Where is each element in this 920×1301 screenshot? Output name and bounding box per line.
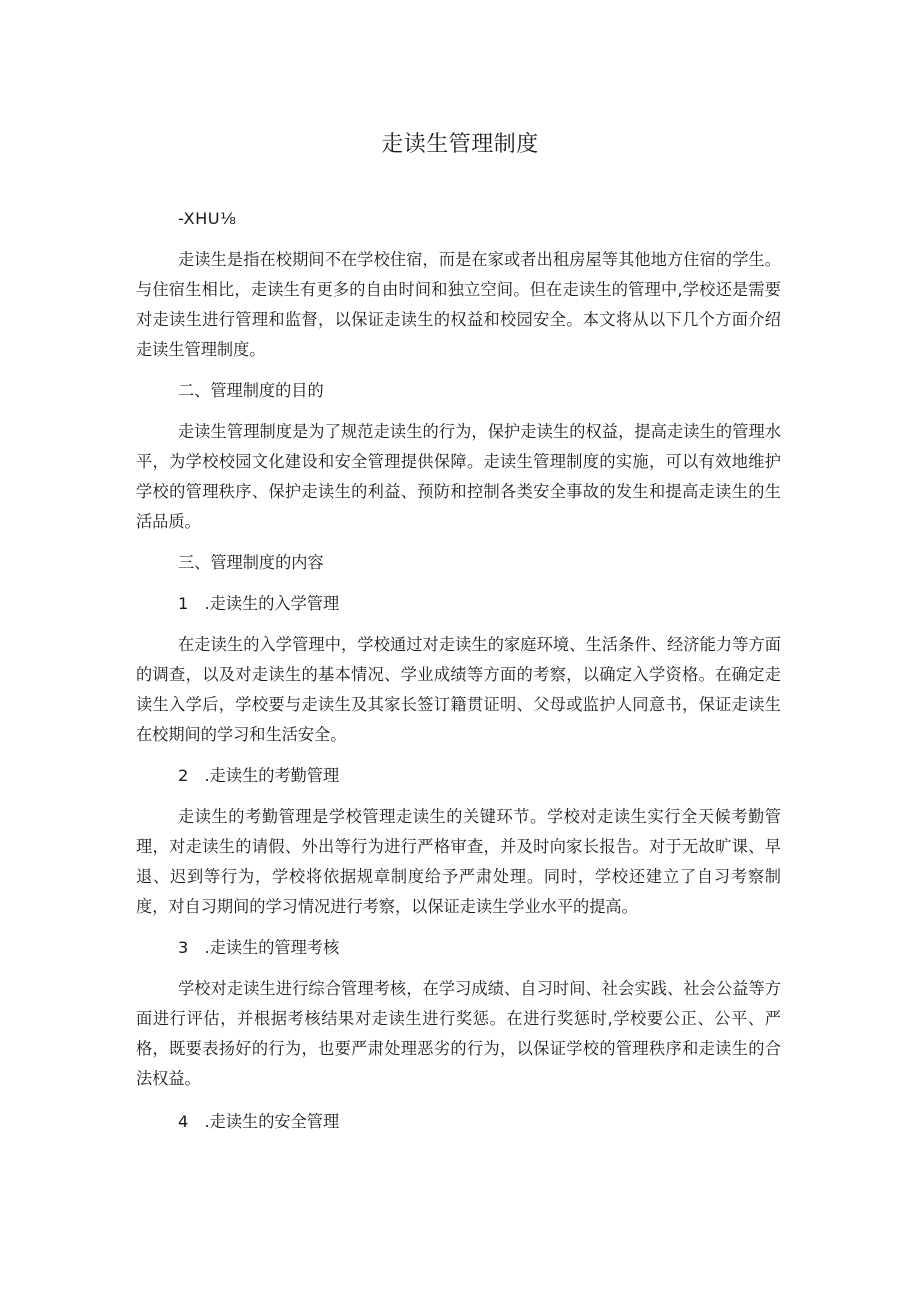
section-two-heading: 二、管理制度的目的 [178, 381, 324, 400]
item2-heading: 2 .走读生的考勤管理 [178, 766, 340, 785]
item3-paragraph: 学校对走读生进行综合管理考核，在学习成绩、自习时间、社会实践、社会公益等方面进行评估，并根据考核结果对走读生进行奖惩。在进行奖惩时,学校要公正、公平、严格，既要表扬好的行为，也要严肃处理恶劣的行为，以保证学校的管理秩序和走读生的合法权益。 [136, 979, 781, 1088]
section-three-heading: 三、管理制度的内容 [178, 553, 324, 572]
item4-heading: 4 .走读生的安全管理 [178, 1112, 340, 1131]
section-one-heading: -XHU⅛ [178, 209, 237, 228]
document-title: 走读生管理制度 [381, 132, 539, 157]
section-two-paragraph: 走读生管理制度是为了规范走读生的行为，保护走读生的权益，提高走读生的管理水平，为学校校园文化建设和安全管理提供保障。走读生管理制度的实施，可以有效地维护学校的管理秩序、保护走读生的利益、预防和控制各类安全事故的发生和提高走读生的生活品质。 [136, 422, 781, 531]
item2-paragraph: 走读生的考勤管理是学校管理走读生的关键环节。学校对走读生实行全天候考勤管理，对走读生的请假、外出等行为进行严格审查，并及时向家长报告。对于无故旷课、早退、迟到等行为，学校将依据规章制度给予严肃处理。同时，学校还建立了自习考察制度，对自习期间的学习情况进行考察，以保证走读生学业水平的提高。 [136, 807, 781, 916]
item1-heading: 1 .走读生的入学管理 [178, 594, 340, 613]
document-body [136, 204, 781, 1137]
intro-paragraph: 走读生是指在校期间不在学校住宿，而是在家或者出租房屋等其他地方住宿的学生。与住宿生相比，走读生有更多的自由时间和独立空间。但在走读生的管理中,学校还是需要对走读生进行管理和监督，以保证走读生的权益和校园安全。本文将从以下几个方面介绍走读生管理制度。 [136, 250, 781, 359]
item3-heading: 3 .走读生的管理考核 [178, 938, 340, 957]
item1-paragraph: 在走读生的入学管理中，学校通过对走读生的家庭环境、生活条件、经济能力等方面的调查，以及对走读生的基本情况、学业成绩等方面的考察，以确定入学资格。在确定走读生入学后，学校要与走读生及其家长签订籍贯证明、父母或监护人同意书，保证走读生在校期间的学习和生活安全。 [136, 635, 781, 744]
